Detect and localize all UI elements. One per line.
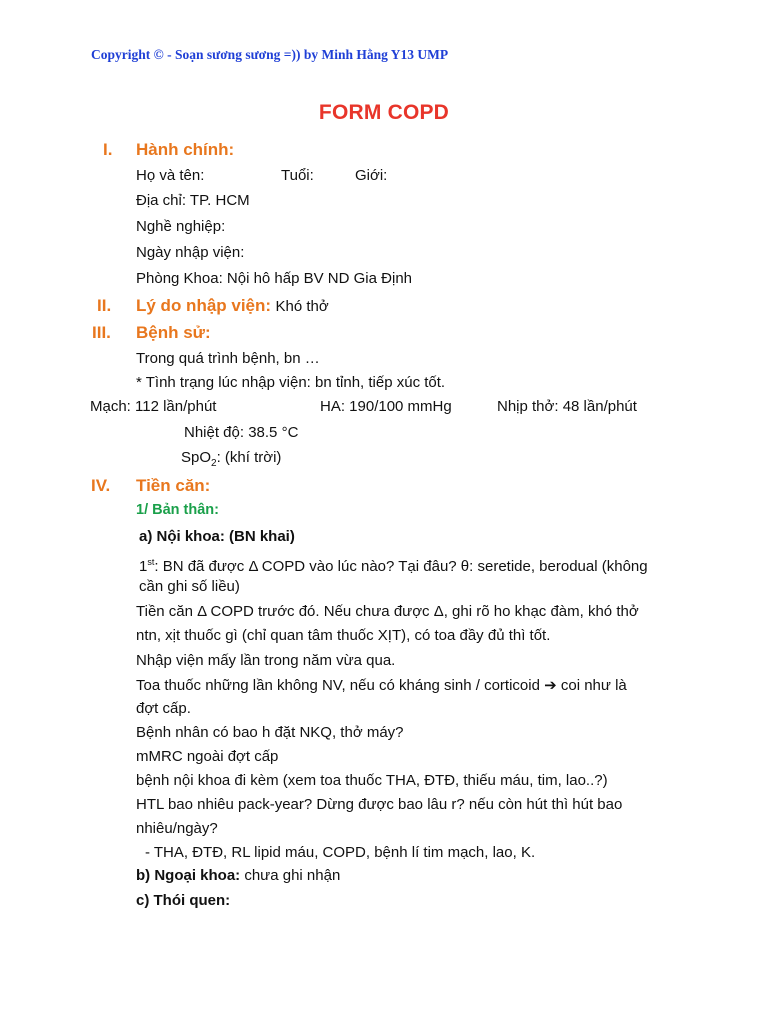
internal-line-2: cần ghi số liều) (139, 578, 240, 595)
spo2-prefix: SpO (181, 449, 212, 466)
section-4-number: IV. (91, 476, 111, 495)
first-prefix: 1 (139, 558, 148, 575)
dept-line: Phòng Khoa: Nội hô hấp BV ND Gia Định (136, 270, 412, 287)
habits-label: c) Thói quen: (136, 892, 231, 909)
paragraph-7: mMRC ngoài đợt cấp (136, 748, 279, 765)
section-3-title: Bệnh sử: (136, 323, 211, 342)
internal-line-1 (139, 553, 648, 576)
spo2-line (181, 449, 281, 473)
blood-pressure-value: HA: 190/100 mmHg (320, 398, 452, 415)
section-2-value: Khó thở (275, 298, 329, 315)
section-2-line (136, 296, 329, 316)
respiratory-rate-value: Nhịp thở: 48 lần/phút (497, 398, 637, 415)
history-line-2: * Tình trạng lúc nhập viện: bn tỉnh, tiếp xúc tốt. (136, 374, 446, 391)
surgical-label: b) Ngoại khoa: (136, 867, 241, 884)
surgical-value: chưa ghi nhận (244, 867, 341, 884)
name-label: Họ và tên: (136, 167, 205, 184)
spo2-suffix: : (khí trời) (216, 449, 282, 466)
section-3-number: III. (92, 323, 111, 342)
right-arrow-icon: ➔ (544, 677, 557, 694)
paragraph-1: Tiền căn Δ COPD trước đó. Nếu chưa được Δ, ghi rõ ho khạc đàm, khó thở (136, 603, 639, 620)
pulse-value: Mạch: 112 lần/phút (90, 398, 217, 415)
address-line: Địa chỉ: TP. HCM (136, 192, 250, 209)
paragraph-10: nhiêu/ngày? (136, 820, 218, 837)
paragraph-3: Nhập viện mấy lần trong năm vừa qua. (136, 652, 396, 669)
paragraph-4-before: Toa thuốc những lần không NV, nếu có kháng sinh / corticoid (136, 677, 540, 694)
first-superscript: st (147, 557, 155, 567)
internal-medicine-label: a) Nội khoa: (BN khai) (139, 528, 295, 545)
paragraph-4-after: coi như là (560, 677, 627, 694)
admit-date-line: Ngày nhập viện: (136, 244, 245, 261)
paragraph-8: bệnh nội khoa đi kèm (xem toa thuốc THA, ĐTĐ, thiếu máu, tim, lao..?) (136, 772, 608, 789)
section-1-title: Hành chính: (136, 140, 235, 159)
paragraph-5: đợt cấp. (136, 700, 191, 717)
form-title: FORM COPD (318, 101, 450, 124)
section-4-title: Tiền căn: (136, 476, 211, 495)
section-2-title: Lý do nhập viện: (136, 296, 272, 315)
temperature-value: Nhiệt độ: 38.5 °C (184, 424, 299, 441)
surgical-line (136, 867, 340, 885)
self-history-label: 1/ Bản thân: (136, 502, 219, 518)
section-1-number: I. (103, 140, 113, 159)
section-2-number: II. (97, 296, 112, 315)
copyright-line: Copyright © - Soạn sương sương =)) by Minh Hằng Y13 UMP (91, 47, 449, 62)
paragraph-4 (136, 677, 627, 695)
sex-label: Giới: (355, 167, 388, 184)
paragraph-9: HTL bao nhiêu pack-year? Dừng được bao lâu r? nếu còn hút thì hút bao (136, 796, 623, 813)
job-line: Nghề nghiệp: (136, 218, 226, 235)
paragraph-11: - THA, ĐTĐ, RL lipid máu, COPD, bệnh lí tim mạch, lao, K. (145, 844, 536, 861)
spo2-subscript: 2 (211, 458, 217, 469)
age-label: Tuổi: (281, 167, 314, 184)
paragraph-6: Bệnh nhân có bao h đặt NKQ, thở máy? (136, 724, 404, 741)
paragraph-2: ntn, xịt thuốc gì (chỉ quan tâm thuốc XỊT), có toa đầy đủ thì tốt. (136, 627, 551, 644)
history-line-1: Trong quá trình bệnh, bn … (136, 350, 320, 367)
internal-line-1-text: : BN đã được Δ COPD vào lúc nào? Tại đâu? θ: seretide, berodual (không (154, 558, 648, 575)
